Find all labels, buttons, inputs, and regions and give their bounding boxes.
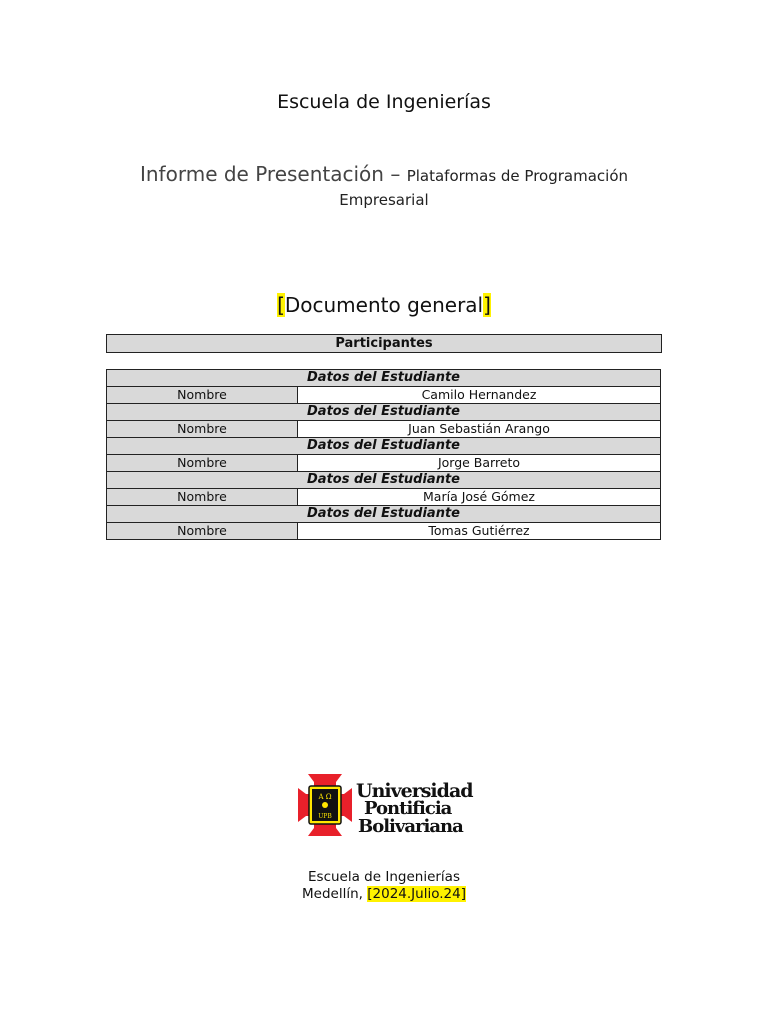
report-dash: – bbox=[383, 162, 407, 186]
upb-seal-icon bbox=[309, 786, 341, 824]
student-row bbox=[107, 421, 661, 438]
student-name-value: Jorge Barreto bbox=[298, 455, 661, 472]
logo-line2: Pontificia bbox=[364, 798, 452, 819]
student-row bbox=[107, 523, 661, 540]
document-title bbox=[0, 293, 768, 317]
student-section-row bbox=[107, 370, 661, 387]
doc-bracket-close: ] bbox=[483, 293, 491, 317]
footer-school: Escuela de Ingenierías bbox=[308, 869, 460, 885]
student-section-header: Datos del Estudiante bbox=[107, 370, 661, 387]
report-subtitle-line2: Empresarial bbox=[339, 191, 429, 209]
footer-city: Medellín, bbox=[302, 886, 368, 902]
doc-bracket-open: [ bbox=[277, 293, 285, 317]
student-section-header: Datos del Estudiante bbox=[107, 438, 661, 455]
student-name-label: Nombre bbox=[107, 489, 298, 506]
report-title bbox=[100, 163, 668, 212]
student-section-row bbox=[107, 438, 661, 455]
student-section-header: Datos del Estudiante bbox=[107, 506, 661, 523]
footer-date: [2024.Julio.24] bbox=[367, 886, 466, 902]
student-name-value: María José Gómez bbox=[298, 489, 661, 506]
student-name-label: Nombre bbox=[107, 387, 298, 404]
footer bbox=[0, 869, 768, 903]
student-section-row bbox=[107, 404, 661, 421]
logo-line3: Bolivariana bbox=[358, 816, 463, 837]
school-title: Escuela de Ingenierías bbox=[277, 91, 491, 113]
student-row bbox=[107, 489, 661, 506]
student-name-value: Juan Sebastián Arango bbox=[298, 421, 661, 438]
seal-bottom-text: UPB bbox=[318, 813, 332, 820]
student-section-row bbox=[107, 506, 661, 523]
student-name-label: Nombre bbox=[107, 421, 298, 438]
report-subtitle-line1: Plataformas de Programación bbox=[406, 167, 629, 185]
students-table bbox=[106, 369, 661, 540]
student-section-header: Datos del Estudiante bbox=[107, 404, 661, 421]
student-name-label: Nombre bbox=[107, 523, 298, 540]
footer-location-date bbox=[0, 886, 768, 903]
logo-line1: Universidad bbox=[356, 780, 473, 802]
student-row bbox=[107, 387, 661, 404]
participants-header: Participantes bbox=[107, 335, 662, 353]
student-name-value: Camilo Hernandez bbox=[298, 387, 661, 404]
student-name-label: Nombre bbox=[107, 455, 298, 472]
upb-logo-graphic bbox=[296, 772, 476, 838]
student-section-row bbox=[107, 472, 661, 489]
university-logo bbox=[296, 772, 476, 838]
seal-top-text: A Ω bbox=[318, 793, 332, 801]
student-row bbox=[107, 455, 661, 472]
student-section-header: Datos del Estudiante bbox=[107, 472, 661, 489]
participants-table bbox=[106, 334, 662, 353]
report-main-title: Informe de Presentación bbox=[139, 162, 384, 186]
doc-title-text: Documento general bbox=[284, 293, 484, 317]
student-name-value: Tomas Gutiérrez bbox=[298, 523, 661, 540]
